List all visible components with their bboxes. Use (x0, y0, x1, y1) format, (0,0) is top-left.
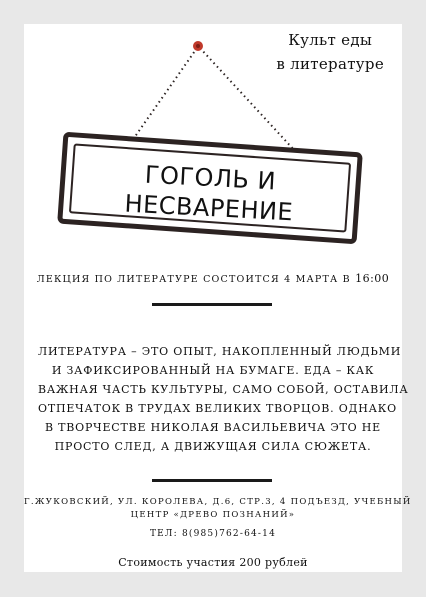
address-line-2: ЦЕНТР «ДРЕВО ПОЗНАНИЙ» (130, 510, 296, 520)
description-line: ЛИТЕРАТУРА – ЭТО ОПЫТ, НАКОПЛЕННЫЙ ЛЮДЬМИ (38, 345, 402, 358)
description-line: И ЗАФИКСИРОВАННЫЙ НА БУМАГЕ. ЕДА – КАК (51, 364, 375, 377)
lecture-time: 16:00 (355, 272, 390, 285)
address-line-1: Г.ЖУКОВСКИЙ, УЛ. КОРОЛЕВА, Д.6, СТР.3, 4 ПОДЪЕЗД, УЧЕБНЫЙ (24, 497, 412, 507)
description-line: В ТВОРЧЕСТВЕ НИКОЛАЯ ВАСИЛЬЕВИЧА ЭТО НЕ (44, 421, 382, 434)
phone-label: ТЕЛ: (149, 529, 178, 539)
price-text: Стоимость участия (118, 556, 236, 569)
divider-top (152, 303, 272, 306)
poster (24, 24, 412, 572)
phone (24, 529, 402, 539)
hanger-string-left (127, 48, 197, 148)
price-amount: 200 (239, 556, 262, 569)
phone-number: 8(985)762-64-14 (181, 529, 277, 539)
lecture-announcement (24, 272, 402, 285)
lecture-text: ЛЕКЦИЯ ПО ЛИТЕРАТУРЕ СОСТОИТСЯ 4 МАРТА В (36, 274, 351, 285)
description-line: ПРОСТО СЛЕД, А ДВИЖУЩАЯ СИЛА СЮЖЕТА. (54, 440, 372, 453)
sign-title-line-2: НЕСВАРЕНИЕ (123, 189, 294, 227)
description-line: ВАЖНАЯ ЧАСТЬ КУЛЬТУРЫ, САМО СОБОЙ, ОСТАВИЛА (38, 383, 409, 396)
address (24, 496, 412, 522)
description-line: ОТПЕЧАТОК В ТРУДАХ ВЕЛИКИХ ТВОРЦОВ. ОДНАКО (38, 402, 397, 415)
sign-title-line-1: ГОГОЛЬ И (144, 160, 277, 196)
heading-line-1: Культ еды (288, 31, 373, 49)
description (38, 342, 409, 456)
price-currency: рублей (265, 556, 308, 569)
price (24, 556, 402, 569)
divider-bottom (152, 479, 272, 482)
heading-line-2: в литературе (276, 55, 384, 73)
